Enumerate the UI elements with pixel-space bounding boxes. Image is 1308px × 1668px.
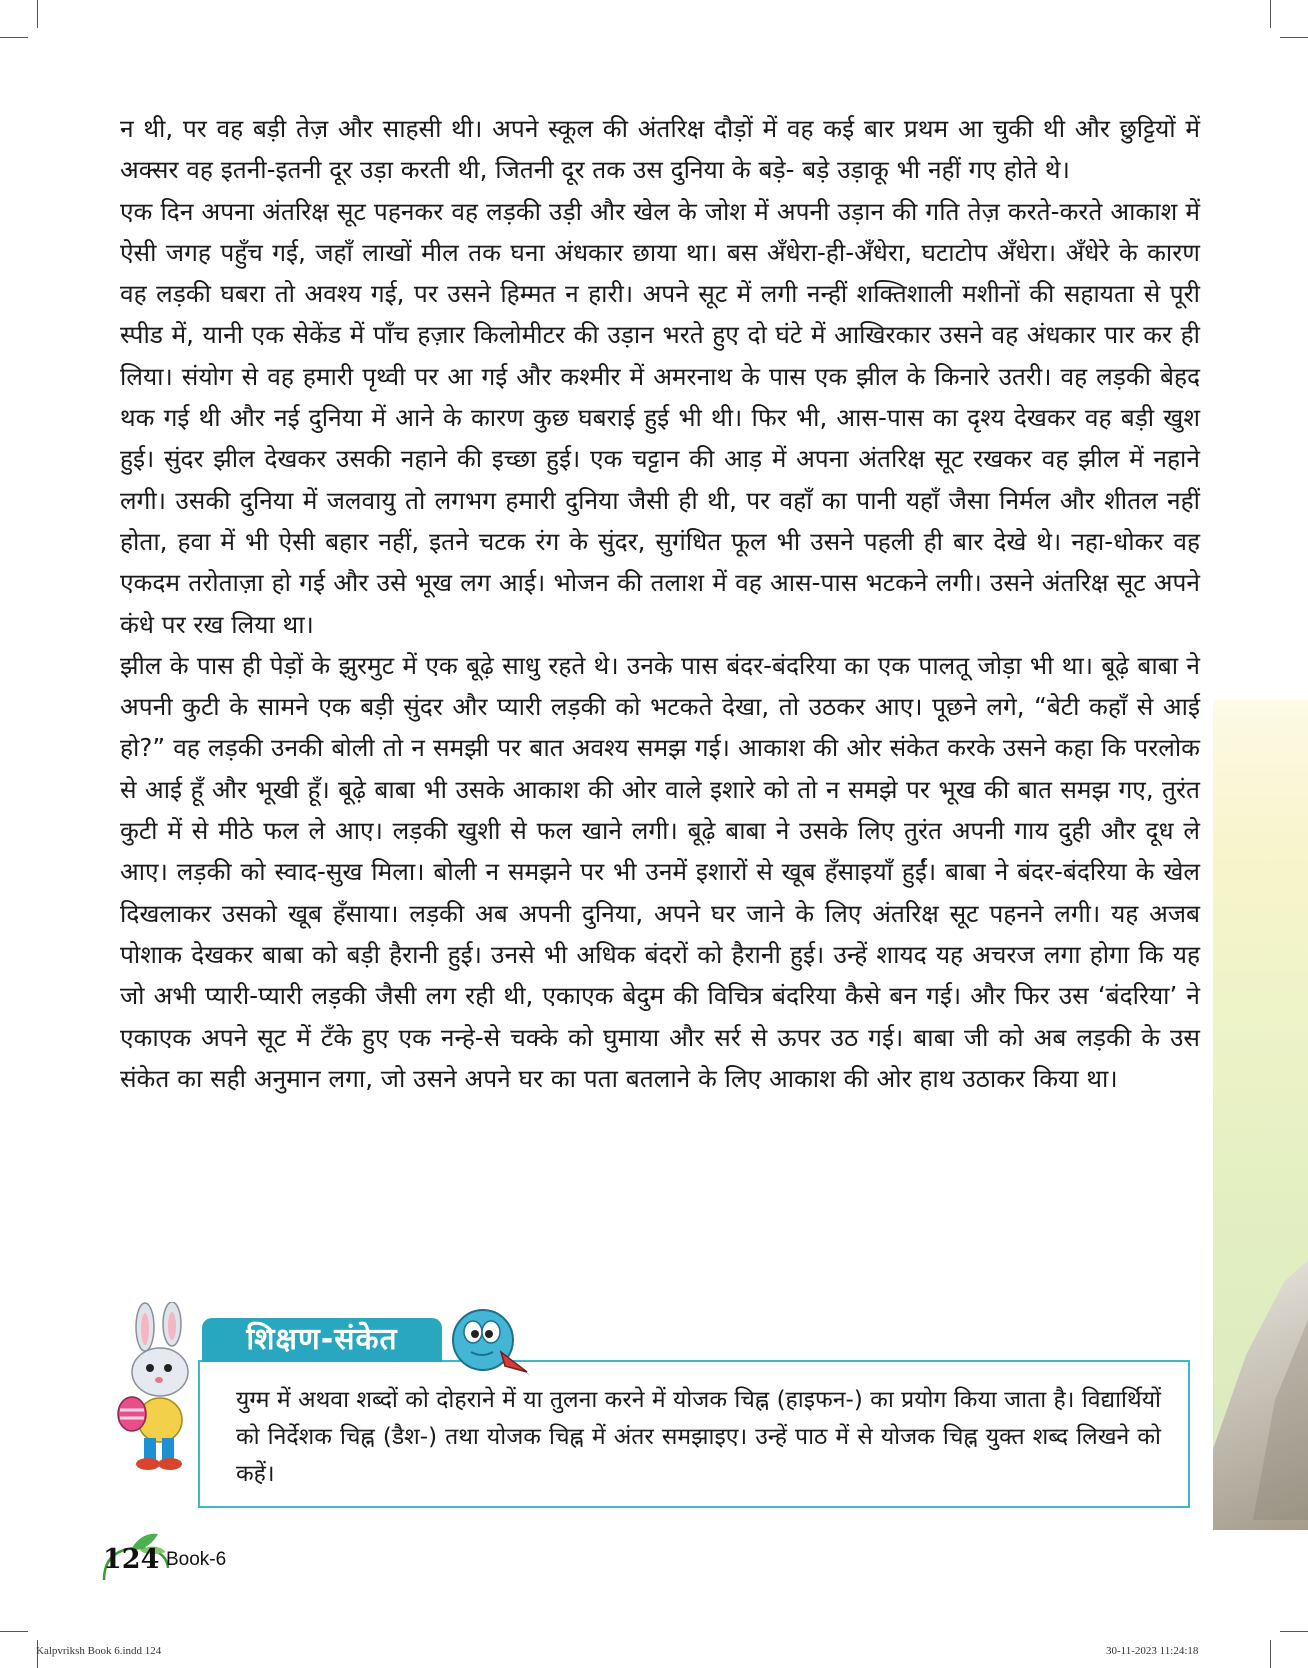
story-paragraph-3: झील के पास ही पेड़ों के झुरमुट में एक बूढ़े साधु रहते थे। उनके पास बंदर-बंदरिया का एक पालतू जोड़ा भी था। बूढ़े बाबा ने अपनी कुटी के सामने एक बड़ी सुंदर और प्यारी लड़की को भटकते देखा, तो उठकर आए। पूछने लगे, “बेटी कहाँ से आई हो?” वह लड़की उनकी बोली तो न समझी पर बात अवश्य समझ गई। आकाश की ओर संकेत करके उसने कहा कि परलोक से आई हूँ और भूखी हूँ। बूढ़े बाबा भी उसके आकाश की ओर वाले इशारे को तो न समझे पर भूख की बात समझ गए, तुरंत कुटी में से मीठे फल ले आए। लड़की खुशी से फल खाने लगी। बूढ़े बाबा ने उसके लिए तुरंत अपनी गाय दुही और दूध ले आए। लड़की को स्वाद-सुख मिला। बोली न समझने पर भी उनमें इशारों से खूब हँसाइयाँ हुईं। बाबा ने बंदर-बंदरिया के खेल दिखलाकर उसको खूब हँसाया। लड़की अब अपनी दुनिया, अपने घर जाने के लिए अंतरिक्ष सूट पहनने लगी। यह अजब पोशाक देखकर बाबा को बड़ी हैरानी हुई। उनसे भी अधिक बंदरों को हैरानी हुई। उन्हें शायद यह अचरज लगा होगा कि यह जो अभी प्यारी-प्यारी लड़की जैसी लग रही थी, एकाएक बेदुम की विचित्र बंदरिया कैसे बन गई। और फिर उस ‘बंदरिया’ ने एकाएक अपने सूट में टँके हुए एक नन्हे-से चक्के को घुमाया और सर्र से ऊपर उठ गई। बाबा जी को अब लड़की के उस संकेत का सही अनुमान लगा, जो उसने अपने घर का पता बतलाने के लिए आकाश की ओर हाथ उठाकर किया था।	[120, 650, 1200, 1093]
print-slug-timestamp: 30-11-2023 11:24:18	[1106, 1645, 1199, 1657]
story-paragraph-2: एक दिन अपना अंतरिक्ष सूट पहनकर वह लड़की उड़ी और खेल के जोश में अपनी उड़ान की गति तेज़ करते-करते आकाश में ऐसी जगह पहुँच गई, जहाँ लाखों मील तक घना अंधकार छाया था। बस अँधेरा-ही-अँधेरा, घटाटोप अँधेरा। अँधेरे के कारण वह लड़की घबरा तो अवश्य गई, पर उसने हिम्मत न हारी। अपने सूट में लगी नन्हीं शक्तिशाली मशीनों की सहायता से पूरी स्पीड में, यानी एक सेकेंड में पाँच हज़ार किलोमीटर की उड़ान भरते हुए दो घंटे में आखिरकार उसने वह अंधकार पार कर ही लिया। संयोग से वह हमारी पृथ्वी पर आ गई और कश्मीर में अमरनाथ के पास एक झील के किनारे उतरी। वह लड़की बेहद थक गई थी और नई दुनिया में आने के कारण कुछ घबराई हुई भी थी। फिर भी, आस-पास का दृश्य देखकर वह बड़ी खुश हुई। सुंदर झील देखकर उसकी नहाने की इच्छा हुई। एक चट्टान की आड़ में अपना अंतरिक्ष सूट रखकर वह झील में नहाने लगी। उसकी दुनिया में जलवायु तो लगभग हमारी दुनिया जैसी ही थी, पर वहाँ का पानी यहाँ जैसा निर्मल और शीतल नहीं होता, हवा में भी ऐसी बहार नहीं, इतने चटक रंग के सुंदर, सुगंधित फूल भी उसने पहली ही बार देखे थे। नहा-धोकर वह एकदम तरोताज़ा हो गई और उसे भूख लग आई। भोजन की तलाश में वह आस-पास भटकने लगी। उसने अंतरिक्ष सूट अपने कंधे पर रख लिया था।	[120, 196, 1200, 639]
crop-mark-bottom-right-h	[1280, 1631, 1308, 1632]
story-text	[120, 108, 1200, 1099]
crop-mark-top-right-h	[1280, 37, 1308, 38]
pen-mascot-icon	[445, 1300, 530, 1380]
crop-mark-top-left-h	[0, 37, 28, 38]
teaching-tip-text: युग्म में अथवा शब्दों को दोहराने में या तुलना करने में योजक चिह्न (हाइफन-) का प्रयोग किया जाता है। विद्यार्थियों को निर्देशक चिह्न (डैश-) तथा योजक चिह्न में अंतर समझाइए। उन्हें पाठ में से योजक चिह्न युक्त शब्द लिखने को कहें।	[236, 1387, 1161, 1487]
crop-mark-bottom-right	[1270, 1640, 1271, 1668]
teaching-tip-box	[198, 1360, 1190, 1508]
print-slug-filename: Kalpvriksh Book 6.indd 124	[36, 1645, 162, 1657]
bunny-mascot-icon	[110, 1302, 210, 1472]
book-label: Book-6	[166, 1549, 227, 1570]
crop-mark-bottom-left-h	[0, 1631, 28, 1632]
page-number: 124	[103, 1544, 160, 1575]
story-paragraph-1: न थी, पर वह बड़ी तेज़ और साहसी थी। अपने स्कूल की अंतरिक्ष दौड़ों में वह कई बार प्रथम आ चुकी थी और छुट्टियों में अक्सर वह इतनी-इतनी दूर उड़ा करती थी, जितनी दूर तक उस दुनिया के बड़े- बड़े उड़ाकू भी नहीं गए होते थे।	[120, 114, 1200, 185]
teaching-tip-heading: शिक्षण-संकेत	[202, 1318, 442, 1362]
crop-mark-top-right	[1270, 0, 1271, 28]
crop-mark-top-left	[37, 0, 38, 28]
